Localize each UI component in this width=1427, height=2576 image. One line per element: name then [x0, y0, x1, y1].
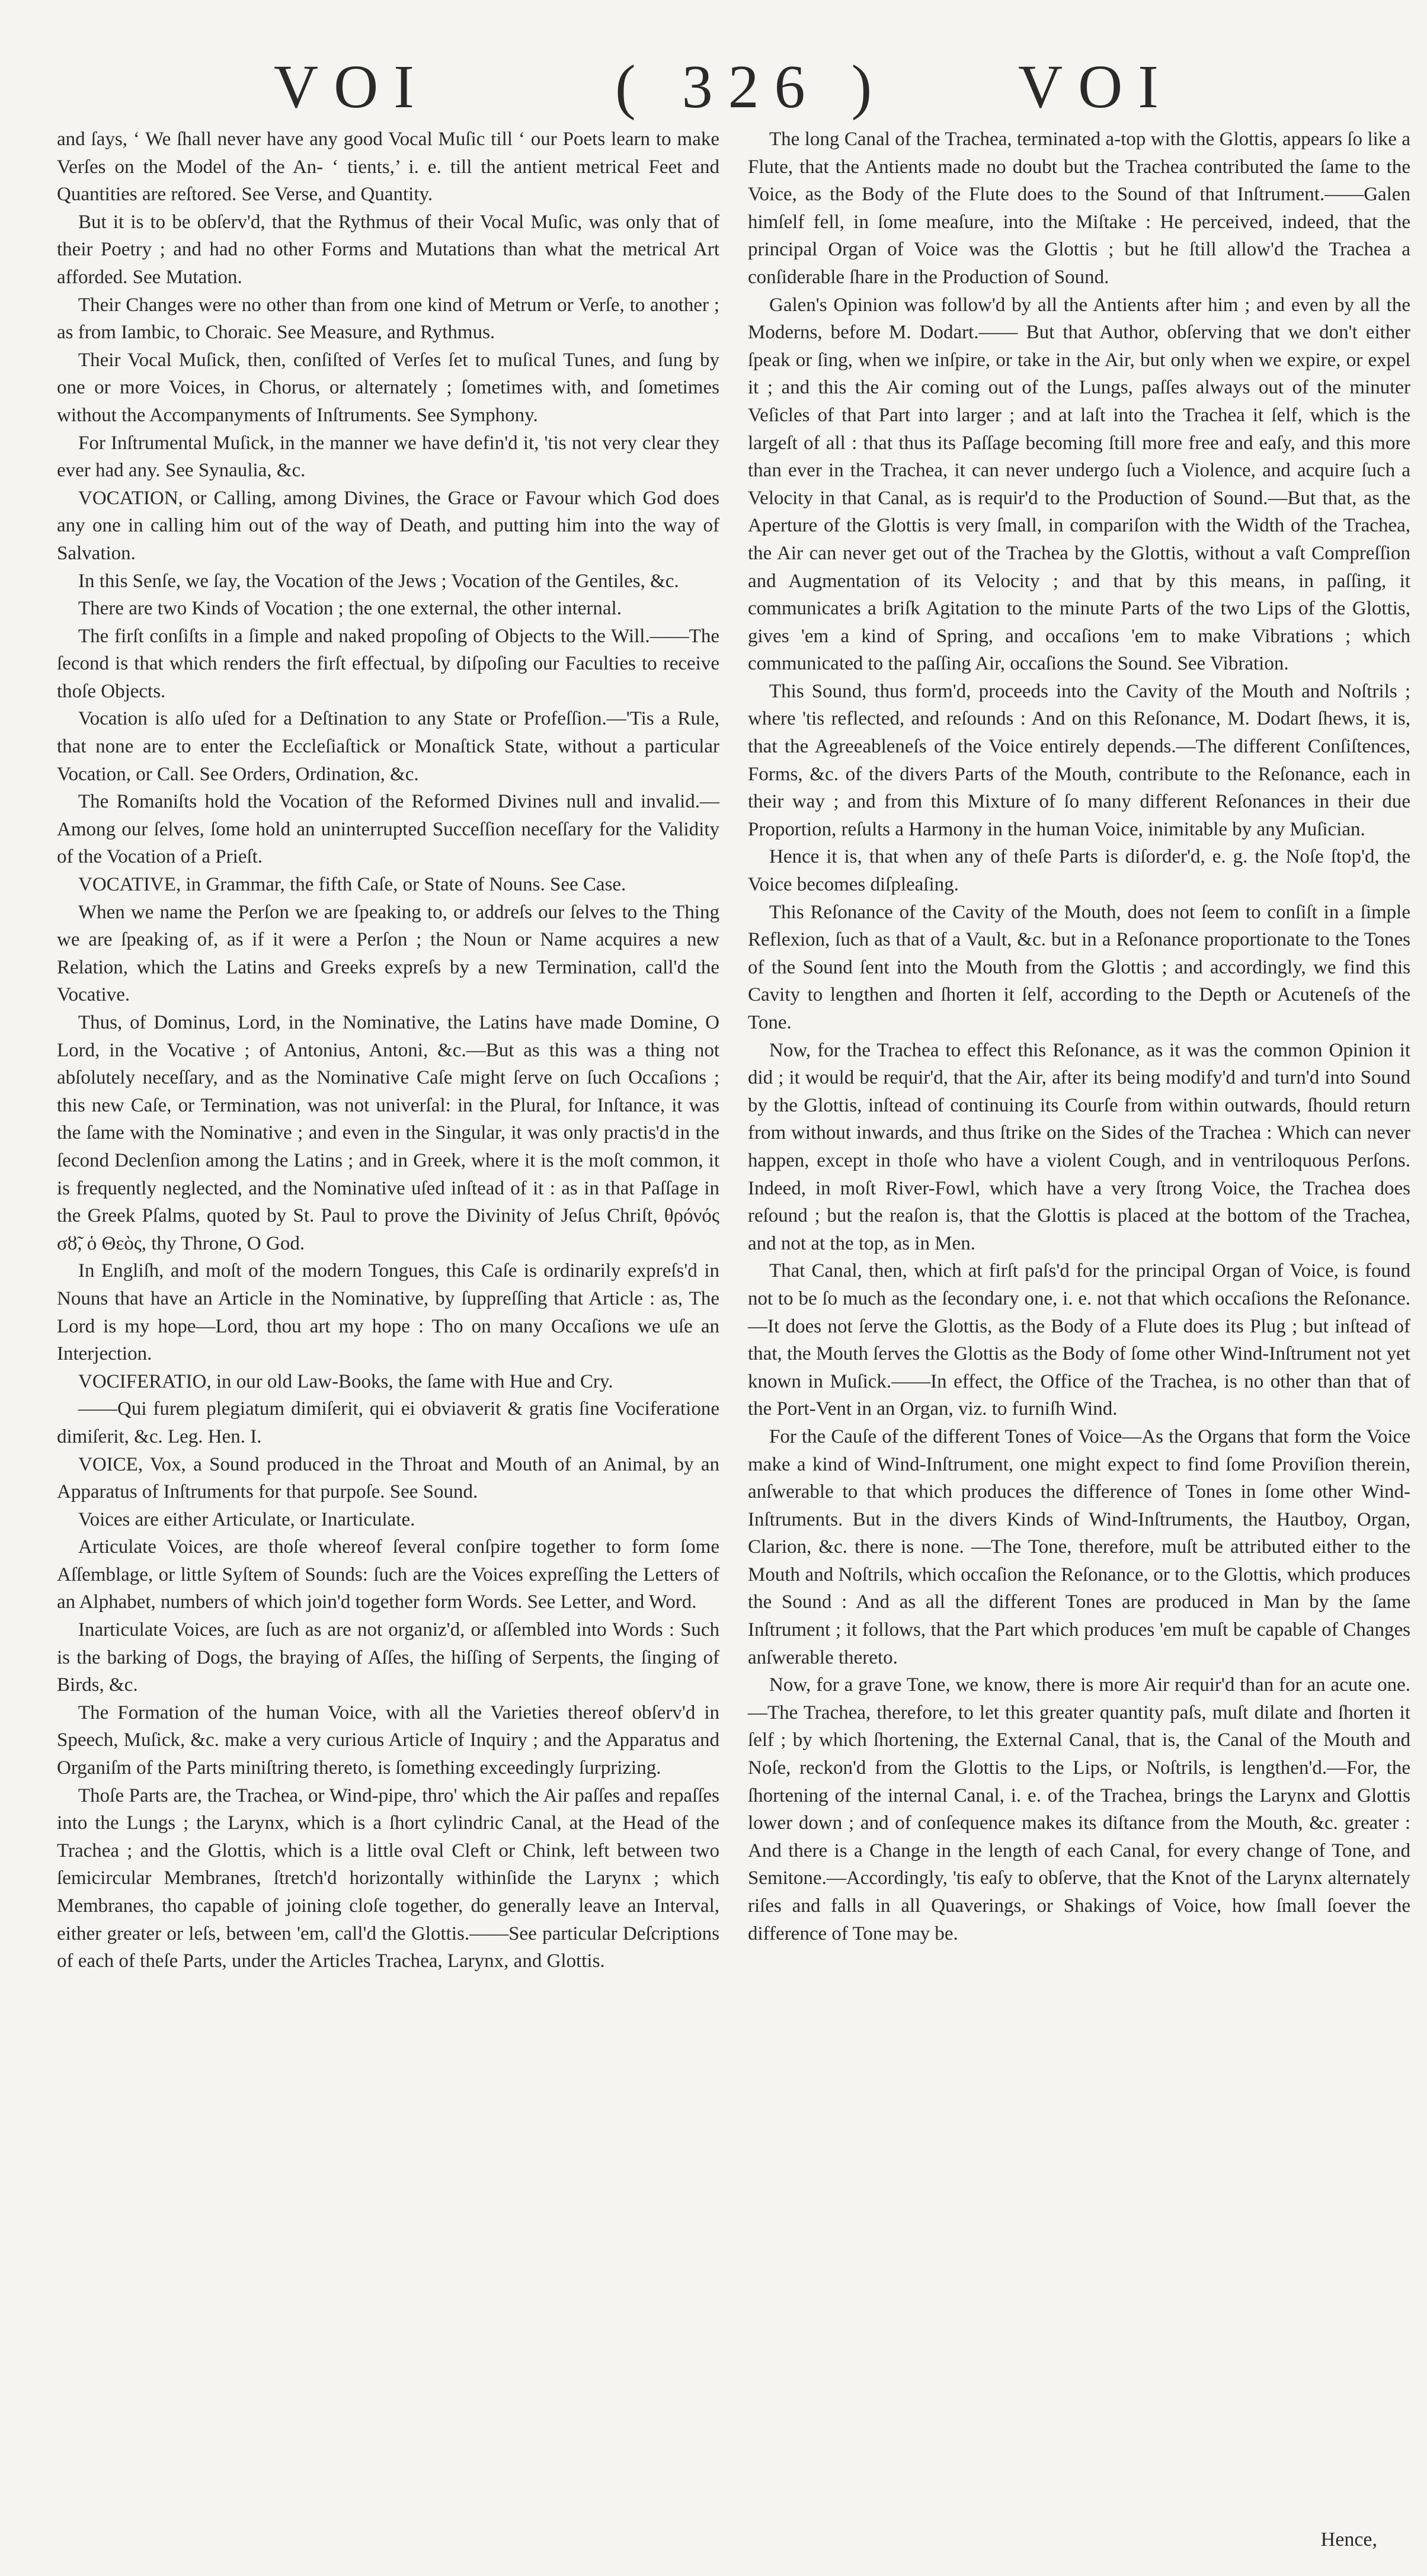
running-head-right: VOI: [1018, 53, 1174, 121]
running-head-left: VOI: [274, 53, 430, 121]
entry-vocative: VOCATIVE, in Grammar, the fifth Caſe, or State of Nouns. See Case.: [78, 874, 626, 896]
right-column: [748, 126, 1410, 1947]
paragraph: But it is to be obſerv'd, that the Rythmus of their Vocal Muſic, was only that of their Poetry ; and had no other Forms and Mutations than what the metrical Art afforded. See Mutation.: [57, 211, 719, 288]
paragraph: Their Changes were no other than from one kind of Metrum or Verſe, to another ; as from Iambic, to Choraic. See Measure, and Rythmus.: [57, 294, 719, 344]
paragraph: Now, for a grave Tone, we know, there is more Air requir'd than for an acute one.—The Trachea, therefore, to let this greater quantity paſs, muſt dilate and ſhorten it ſelf ; by which ſhortening, the External Canal, that is, the Canal of the Mouth and Noſe, reckon'd from the Glottis to the Lips, or Noſtrils, is lengthen'd.—For, the ſhortening of the internal Canal, i. e. of the Trachea, brings the Larynx and Glottis lower down ; and of conſequence makes its diſtance from the Mouth, &c. greater : And there is a Change in the length of each Canal, for every change of Tone, and Semitone.—Accordingly, 'tis eaſy to obſerve, that the Knot of the Larynx alternately riſes and falls in all Quaverings, or Shakings of Voice, how ſmall ſoever the difference of Tone may be.: [748, 1674, 1410, 1944]
paragraph: That Canal, then, which at firſt paſs'd for the principal Organ of Voice, is found not to be ſo much as the ſecondary one, i. e. not that which occaſions the Reſonance.—It does not ſerve the Glottis, as the Body of a Flute does its Plug ; but inſtead of that, the Mouth ſerves the Glottis as the Body of ſome other Wind-Inſtrument not yet known in Muſick.——In effect, the Office of the Trachea, is no other than that of the Port-Vent in an Organ, viz. to furniſh Wind.: [748, 1260, 1410, 1420]
paragraph: The long Canal of the Trachea, terminated a-top with the Glottis, appears ſo like a Flute, that the Antients made no doubt but the Trachea contributed the ſame to the Voice, as the Body of the Flute does to the Sound of that Inſtrument.——Galen himſelf fell, in ſome meaſure, into the Miſtake : He perceived, indeed, that the principal Organ of Voice was the Glottis ; but he ſtill allow'd the Trachea a conſiderable ſhare in the Production of Sound.: [748, 129, 1410, 288]
paragraph: Vocation is alſo uſed for a Deſtination to any State or Profeſſion.—'Tis a Rule, that none are to enter the Eccleſiaſtick or Monaſtick State, without a particular Vocation, or Call. See Orders, Ordination, &c.: [57, 708, 719, 785]
page-header: [0, 55, 1427, 120]
page-number: ( 326 ): [615, 53, 888, 121]
paragraph: Thoſe Parts are, the Trachea, or Wind-pipe, thro' which the Air paſſes and repaſſes into the Lungs ; the Larynx, which is a ſhort cylindric Canal, at the Head of the Trachea ; and the Glottis, which is a little oval Cleft or Chink, left between two ſemicircular Membranes, ſtretch'd horizontally withinſide the Larynx ; which Membranes, tho capable of joining cloſe together, do generally leave an Interval, either greater or leſs, between 'em, call'd the Glottis.——See particular Deſcriptions of each of theſe Parts, under the Articles Trachea, Larynx, and Glottis.: [57, 1784, 719, 1972]
paragraph: Their Vocal Muſick, then, conſiſted of Verſes ſet to muſical Tunes, and ſung by one or more Voices, in Chorus, or alternately ; ſometimes with, and ſometimes without the Accompanyments of Inſtruments. See Symphony.: [57, 349, 719, 426]
paragraph: Inarticulate Voices, are ſuch as are not organiz'd, or aſſembled into Words : Such is the barking of Dogs, the braying of Aſſes, the hiſſing of Serpents, the ſinging of Birds, &c.: [57, 1619, 719, 1696]
latin-quotation: ——Qui furem plegiatum dimiſerit, qui ei obviaverit & gratis ſine Vociferatione dimiſerit, &c. Leg. Hen. I.: [57, 1398, 719, 1447]
paragraph: This Sound, thus form'd, proceeds into the Cavity of the Mouth and Noſtrils ; where 'tis reflected, and reſounds : And on this Reſonance, M. Dodart ſhews, it is, that the Agreeableneſs of the Voice entirely depends.—The different Conſiſtences, Forms, &c. of the divers Parts of the Mouth, contribute to the Reſonance, each in their way ; and from this Mixture of ſo many different Reſonances in their due Proportion, reſults a Harmony in the human Voice, inimitable by any Muſician.: [748, 680, 1410, 840]
paragraph: Hence it is, that when any of theſe Parts is diſorder'd, e. g. the Noſe ſtop'd, the Voice becomes diſpleaſing.: [748, 846, 1410, 896]
entry-vociferatio: VOCIFERATIO, in our old Law-Books, the ſame with Hue and Cry.: [78, 1370, 613, 1392]
paragraph: Voices are either Articulate, or Inarticulate.: [78, 1508, 415, 1530]
paragraph: The Romaniſts hold the Vocation of the Reformed Divines null and invalid.—Among our ſelves, ſome hold an uninterrupted Succeſſion neceſſary for the Validity of the Vocation of a Prieſt.: [57, 791, 719, 868]
paragraph: For the Cauſe of the different Tones of Voice—As the Organs that form the Voice make a kind of Wind-Inſtrument, one might expect to find ſome Proviſion therein, anſwerable to that which produces the difference of Tones in ſome other Wind-Inſtruments. But in the divers Kinds of Wind-Inſtruments, the Hautboy, Organ, Clarion, &c. there is none. —The Tone, therefore, muſt be attributed either to the Mouth and Noſtrils, which occaſion the Reſonance, or to the Glottis, which produces the Sound : And as all the different Tones are produced in Man by the ſame Inſtrument ; it follows, that the Part which produces 'em muſt be capable of Changes anſwerable thereto.: [748, 1425, 1410, 1668]
entry-vocation: VOCATION, or Calling, among Divines, the Grace or Favour which God does any one in calling him out of the way of Death, and putting him into the way of Salvation.: [57, 487, 719, 564]
paragraph: The Formation of the human Voice, with all the Varieties thereof obſerv'd in Speech, Muſick, &c. make a very curious Article of Inquiry ; and the Apparatus and Organiſm of the Parts miniſtring thereto, is ſomething exceedingly ſurprizing.: [57, 1702, 719, 1779]
paragraph: When we name the Perſon we are ſpeaking to, or addreſs our ſelves to the Thing we are ſpeaking of, as if it were a Perſon ; the Noun or Name acquires a new Relation, which the Latins and Greeks expreſs by a new Termination, call'd the Vocative.: [57, 901, 719, 1006]
catchword: Hence,: [1320, 2529, 1377, 2551]
paragraph: Articulate Voices, are thoſe whereof ſeveral conſpire together to form ſome Aſſemblage, or little Syſtem of Sounds: ſuch are the Voices expreſſing the Letters of an Alphabet, numbers of which join'd together form Words. See Letter, and Word.: [57, 1536, 719, 1613]
paragraph: The firſt conſiſts in a ſimple and naked propoſing of Objects to the Will.——The ſecond is that which renders the firſt effectual, by diſpoſing our Faculties to receive thoſe Objects.: [57, 625, 719, 702]
paragraph: Galen's Opinion was follow'd by all the Antients after him ; and even by all the Moderns, before M. Dodart.—— But that Author, obſerving that we don't either ſpeak or ſing, when we inſpire, or take in the Air, but only when we expire, or expel it ; and this the Air coming out of the Lungs, paſſes always out of the minuter Veſicles of that Part into larger ; and at laſt into the Trachea it ſelf, which is the largeſt of all : that thus its Paſſage becoming ſtill more free and eaſy, and this more than ever in the Trachea, it can never undergo ſuch a Violence, and acquire ſuch a Velocity in that Canal, as is requir'd to the Production of Sound.—But that, as the Aperture of the Glottis is very ſmall, in compariſon with the Width of the Trachea, the Air can never get out of the Trachea by the Glottis, without a vaſt Compreſſion and Augmentation of its Velocity ; and that by this means, in paſſing, it communicates a briſk Agitation to the minute Parts of the two Lips of the Glottis, gives 'em a kind of Spring, and occaſions 'em to make Vibrations ; which communicated to the paſſing Air, occaſions the Sound. See Vibration.: [748, 294, 1410, 675]
entry-voice: VOICE, Vox, a Sound produced in the Throat and Mouth of an Animal, by an Apparatus of Inſtruments for that purpoſe. See Sound.: [57, 1453, 719, 1503]
left-column: [57, 126, 719, 1975]
paragraph: This Reſonance of the Cavity of the Mouth, does not ſeem to conſiſt in a ſimple Reflexion, ſuch as that of a Vault, &c. but in a Reſonance proportionate to the Tones of the Sound ſent into the Mouth from the Glottis ; and accordingly, we find this Cavity to lengthen and ſhorten it ſelf, according to the Depth or Acuteneſs of the Tone.: [748, 901, 1410, 1033]
paragraph: and ſays, ‘ We ſhall never have any good Vocal Muſic till ‘ our Poets learn to make Verſes on the Model of the An- ‘ tients,’ i. e. till the antient metrical Feet and Quantities are reſtored. See Verse, and Quantity.: [57, 129, 719, 206]
paragraph: In this Senſe, we ſay, the Vocation of the Jews ; Vocation of the Gentiles, &c.: [78, 570, 679, 592]
paragraph: There are two Kinds of Vocation ; the one external, the other internal.: [78, 598, 622, 620]
paragraph: In Engliſh, and moſt of the modern Tongues, this Caſe is ordinarily expreſs'd in Nouns that have an Article in the Nominative, by ſuppreſſing that Article : as, The Lord is my hope—Lord, thou art my hope : Tho on many Occaſions we uſe an Interjection.: [57, 1260, 719, 1365]
paragraph: Thus, of Dominus, Lord, in the Nominative, the Latins have made Domine, O Lord, in the Vocative ; of Antonius, Antoni, &c.—But as this was a thing not abſolutely neceſſary, and as the Nominative Caſe might ſerve on ſuch Occaſions ; this new Caſe, or Termination, was not univerſal: in the Plural, for Inſtance, it was the ſame with the Nominative ; and even in the Singular, it was only practis'd in the ſecond Declenſion among the Latins ; and in Greek, where it is the moſt common, it is frequently neglected, and the Nominative uſed inſtead of it : as in that Paſſage in the Greek Pſalms, quoted by St. Paul to prove the Divinity of Jeſus Chriſt, θρόνός σȣ̃, ὁ Θεὸς, thy Throne, O God.: [57, 1012, 719, 1254]
paragraph: Now, for the Trachea to effect this Reſonance, as it was the common Opinion it did ; it would be requir'd, that the Air, after its being modify'd and turn'd into Sound by the Glottis, inſtead of continuing its Courſe from within outwards, ſhould return from without inwards, and thus ſtrike on the Sides of the Trachea : Which can never happen, except in thoſe who have a violent Cough, and in ventriloquous Perſons. Indeed, in moſt River-Fowl, which have a very ſtrong Voice, the Trachea does reſound ; but the reaſon is, that the Glottis is placed at the bottom of the Trachea, and not at the top, as in Men.: [748, 1039, 1410, 1254]
paragraph: For Inſtrumental Muſick, in the manner we have defin'd it, 'tis not very clear they ever had any. See Synaulia, &c.: [57, 432, 719, 482]
